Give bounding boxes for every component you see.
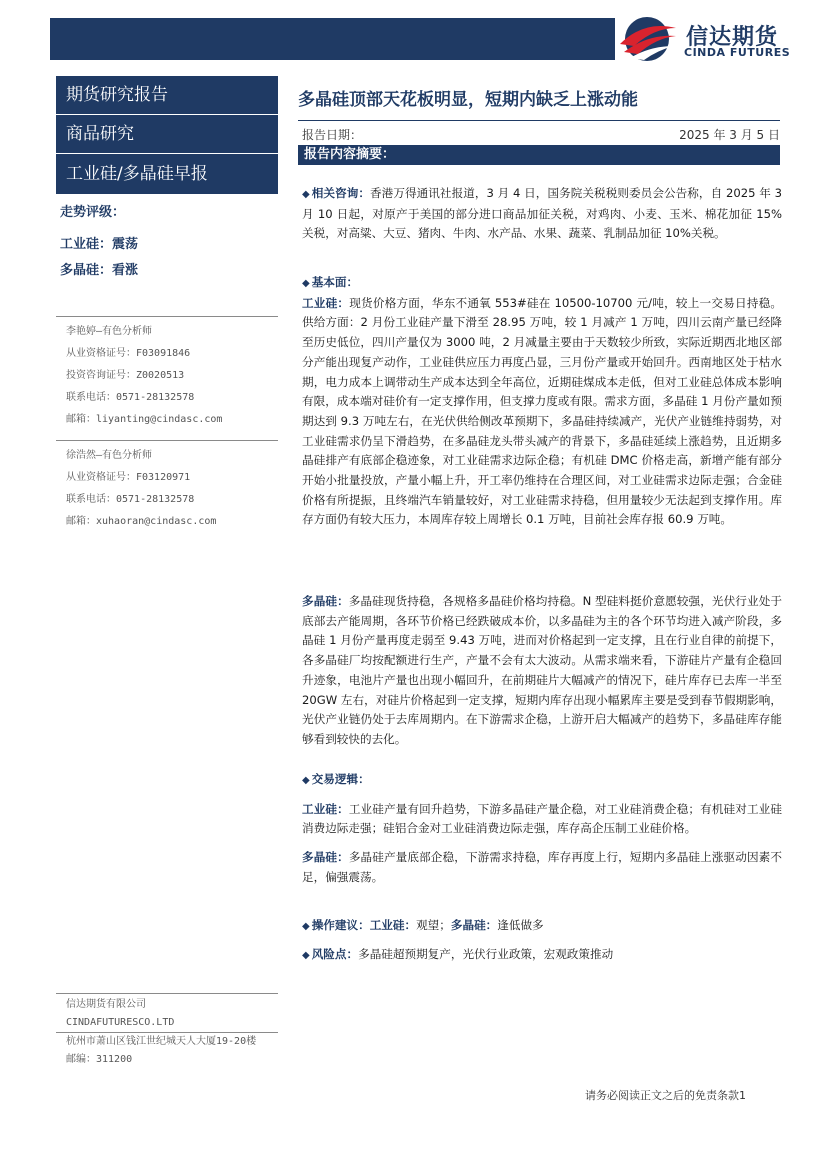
diamond-bullet-icon: ◆: [302, 189, 310, 200]
report-header: [298, 80, 780, 165]
diamond-bullet-icon: ◆: [302, 921, 310, 932]
analyst-license: 从业资格证号：F03120971: [66, 472, 191, 483]
section-logic: [302, 770, 782, 888]
cinda-logo: [614, 14, 804, 64]
company-name: 信达期货有限公司: [66, 999, 146, 1010]
analyst-card: [56, 316, 278, 431]
ps-heading: 多晶硅：: [302, 594, 349, 608]
analyst-card: [56, 440, 278, 533]
rating-polysilicon: 多晶硅：看涨: [60, 263, 139, 278]
sidebar-report-type: 期货研究报告: [56, 76, 278, 115]
advice-si-heading: 工业硅：: [369, 918, 417, 932]
rating-industrial-silicon: 工业硅：震荡: [60, 237, 139, 252]
analyst-phone: 联系电话：0571-28132578: [66, 494, 195, 505]
logic-ps-text: 多晶硅产量底部企稳，下游需求持稳，库存再度上行，短期内多晶硅上涨驱动因素不足，偏强震荡。: [302, 850, 782, 884]
company-info: [56, 993, 278, 1069]
sidebar-product: 工业硅/多晶硅早报: [56, 154, 278, 195]
header-bar: [50, 18, 615, 60]
analyst-email: 邮箱：liyanting@cindasc.com: [66, 414, 223, 425]
analyst-phone: 联系电话：0571-28132578: [66, 392, 195, 403]
advice-heading: 操作建议：: [311, 918, 370, 932]
report-title: 多晶硅顶部天花板明显，短期内缺乏上涨动能: [298, 90, 638, 110]
report-date: 2025 年 3 月 5 日: [679, 128, 780, 142]
advice-ps-text: 逢低做多: [497, 918, 544, 932]
sidebar-category: 商品研究: [56, 115, 278, 154]
sidebar: [56, 76, 278, 284]
advice-si-text: 观望；: [416, 918, 451, 932]
cinda-logo-icon: [614, 14, 680, 64]
si-heading: 工业硅：: [302, 295, 350, 310]
ps-text: 多晶硅现货持稳，各规格多晶硅价格均持稳。N 型硅料挺价意愿较强，光伏行业处于底部去产能周期，各环节价格已经跌破成本价，以多晶硅为主的各个环节均进入减产阶段，多晶硅 1 月份产量再度走弱至 9.43 万吨，进而对价格起到一定支撑，且在行业自律的前提下，各多晶硅厂均按配额进行生产，产量不会有太大波动。从需求端来看，下游硅片产量有企稳回升迹象，电池片产量也出现小幅回升，在前期硅片大幅减产的情况下，硅片库存已去库一半至 20GW 左右，对硅片价格起到一定支撑，短期内库存出现小幅累库主要是受到春节假期影响，光伏产业链仍处于去库周期内。在下游需求企稳，上游开启大幅减产的趋势下，多晶硅库存能够看到较快的去化。: [302, 594, 782, 746]
logo-cn-text: 信达期货: [686, 25, 779, 50]
logo-en-text: CINDA FUTURES: [684, 46, 791, 59]
risk-text: 多晶硅超预期复产，光伏行业政策，宏观政策推动: [358, 947, 614, 961]
company-address: 杭州市萧山区钱江世纪城天人大厦19-20楼: [66, 1036, 257, 1047]
summary-bar: 报告内容摘要：: [298, 145, 780, 165]
si-text: 现货价格方面，华东不通氧 553#硅在 10500-10700 元/吨，较上一交易日持稳。供给方面：2 月份工业硅产量下滑至 28.95 万吨，较 1 月减产 1 万吨，四川云南产量已经降至历史低位，四川产量仅为 3000 吨，2 月减量主要由于天数较少所致，实际近期西北地区部分产能出现复产动作，工业硅供应压力再度凸显，三月份产量或开始回升。西南地区处于枯水期，电力成本上调带动生产成本达到全年高位，近期硅煤成本走低，但对工业硅总体成本影响有限，成本端对硅价有一定支撑作用，但支撑力度或有限。需求方面，多晶硅 1 月份产量如预期达到 9.3 万吨左右，在光伏供给侧改革预期下，多晶硅持续减产，光伏产业链维持弱势，对工业硅需求仍呈下滑趋势，在多晶硅龙头带头减产的背景下，多晶硅延续上涨趋势，且近期多晶硅排产有底部企稳迹象，对工业硅需求边际企稳；有机硅 DMC 价格走高，新增产能有部分开始小批量投放，产量小幅上升，开工率仍维持在合理区间，对工业硅需求边际走强；合金硅价格有所提振，且终端汽车销量较好，对工业硅需求持稳，但用量较少无法起到支撑作用。库存方面仍有较大压力，本周库存较上周增长 0.1 万吨，目前社会库存报 60.9 万吨。: [302, 295, 782, 527]
diamond-bullet-icon: ◆: [302, 278, 310, 289]
section-basic: [302, 273, 782, 530]
logic-ps-heading: 多晶硅：: [302, 850, 349, 865]
news-heading: 相关咨询：: [311, 186, 371, 200]
section-risk: [302, 945, 782, 966]
report-date-row: [298, 120, 780, 145]
diamond-bullet-icon: ◆: [302, 775, 310, 786]
news-text: 香港万得通讯社报道，3 月 4 日，国务院关税税则委员会公告称，自 2025 年 3 月 10 日起，对原产于美国的部分进口商品加征关税，对鸡肉、小麦、玉米、棉花加征 15%关税，对高粱、大豆、猪肉、牛肉、水产品、水果、蔬菜、乳制品加征 10%关税。: [302, 186, 782, 241]
logic-si-heading: 工业硅：: [302, 801, 349, 816]
company-postcode: 邮编：311200: [66, 1054, 133, 1065]
analyst-consult: 投资咨询证号：Z0020513: [66, 370, 185, 381]
footer-disclaimer: 请务必阅读正文之后的免责条款1: [585, 1089, 746, 1102]
analyst-name: 徐浩然—有色分析师: [66, 450, 153, 461]
analyst-email: 邮箱：xuhaoran@cindasc.com: [66, 516, 217, 527]
analyst-name: 李艳婷—有色分析师: [66, 326, 153, 337]
logic-si-text: 工业硅产量有回升趋势，下游多晶硅产量企稳，对工业硅消费企稳；有机硅对工业硅消费边际走强；硅铝合金对工业硅消费边际走强，库存高企压制工业硅价格。: [302, 801, 782, 836]
rating-title: 走势评级：: [60, 205, 126, 220]
section-polysilicon: [302, 592, 782, 750]
risk-heading: 风险点：: [311, 947, 359, 961]
company-site: CINDAFUTURESCO.LTD: [56, 1014, 278, 1033]
advice-ps-heading: 多晶硅：: [450, 918, 498, 932]
analyst-license: 从业资格证号：F03091846: [66, 348, 191, 359]
section-news: [302, 184, 782, 244]
diamond-bullet-icon: ◆: [302, 950, 310, 961]
section-advice: [302, 916, 782, 937]
report-date-label: 报告日期：: [302, 128, 363, 142]
logic-heading: 交易逻辑：: [311, 772, 370, 786]
basic-heading: 基本面：: [311, 275, 359, 289]
